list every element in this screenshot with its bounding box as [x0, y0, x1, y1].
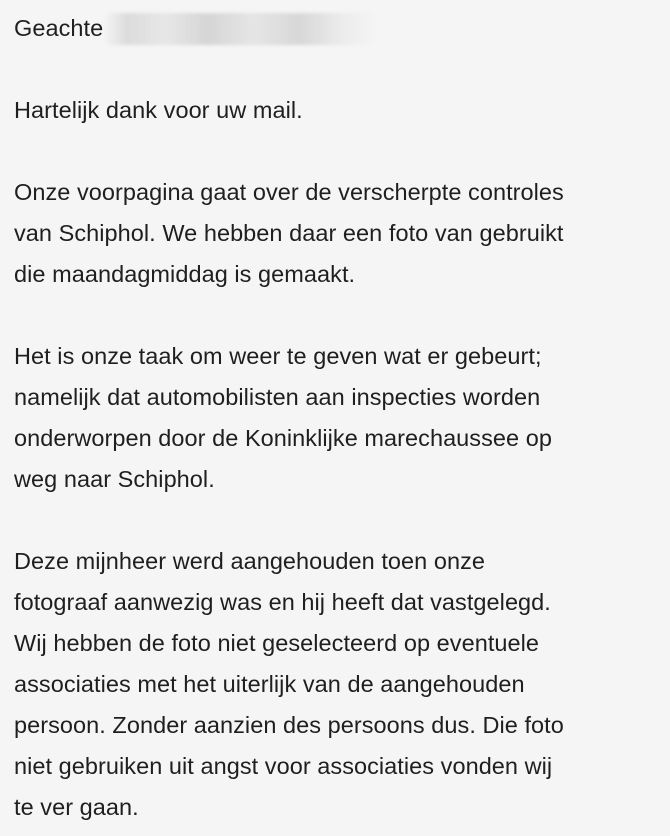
text-line: te ver gaan.	[14, 794, 139, 820]
text-line: persoon. Zonder aanzien des persoons dus. Die foto	[14, 712, 564, 738]
paragraph-photo-explanation	[14, 541, 656, 828]
paragraph-task	[14, 336, 656, 500]
paragraph-thanks	[14, 90, 656, 131]
text-line: namelijk dat automobilisten aan inspecties worden	[14, 384, 541, 410]
text-line: Deze mijnheer werd aangehouden toen onze	[14, 548, 486, 574]
greeting-line	[14, 8, 656, 49]
text-line: die maandagmiddag is gemaakt.	[14, 261, 356, 287]
text-line: van Schiphol. We hebben daar een foto van gebruikt	[14, 220, 564, 246]
text-line: fotograaf aanwezig was en hij heeft dat vastgelegd.	[14, 589, 551, 615]
redacted-name-blur	[105, 13, 375, 45]
text-line: associaties met het uiterlijk van de aangehouden	[14, 671, 525, 697]
greeting-text: Geachte	[14, 15, 104, 41]
text-line: niet gebruiken uit angst voor associaties vonden wij	[14, 753, 553, 779]
text-line: Onze voorpagina gaat over de verscherpte controles	[14, 179, 564, 205]
text-line: Het is onze taak om weer te geven wat er gebeurt;	[14, 343, 542, 369]
text-line: weg naar Schiphol.	[14, 466, 215, 492]
text-line: Hartelijk dank voor uw mail.	[14, 97, 303, 123]
paragraph-front-page	[14, 172, 656, 295]
text-line: onderworpen door de Koninklijke marechaussee op	[14, 425, 552, 451]
text-line: Wij hebben de foto niet geselecteerd op eventuele	[14, 630, 540, 656]
